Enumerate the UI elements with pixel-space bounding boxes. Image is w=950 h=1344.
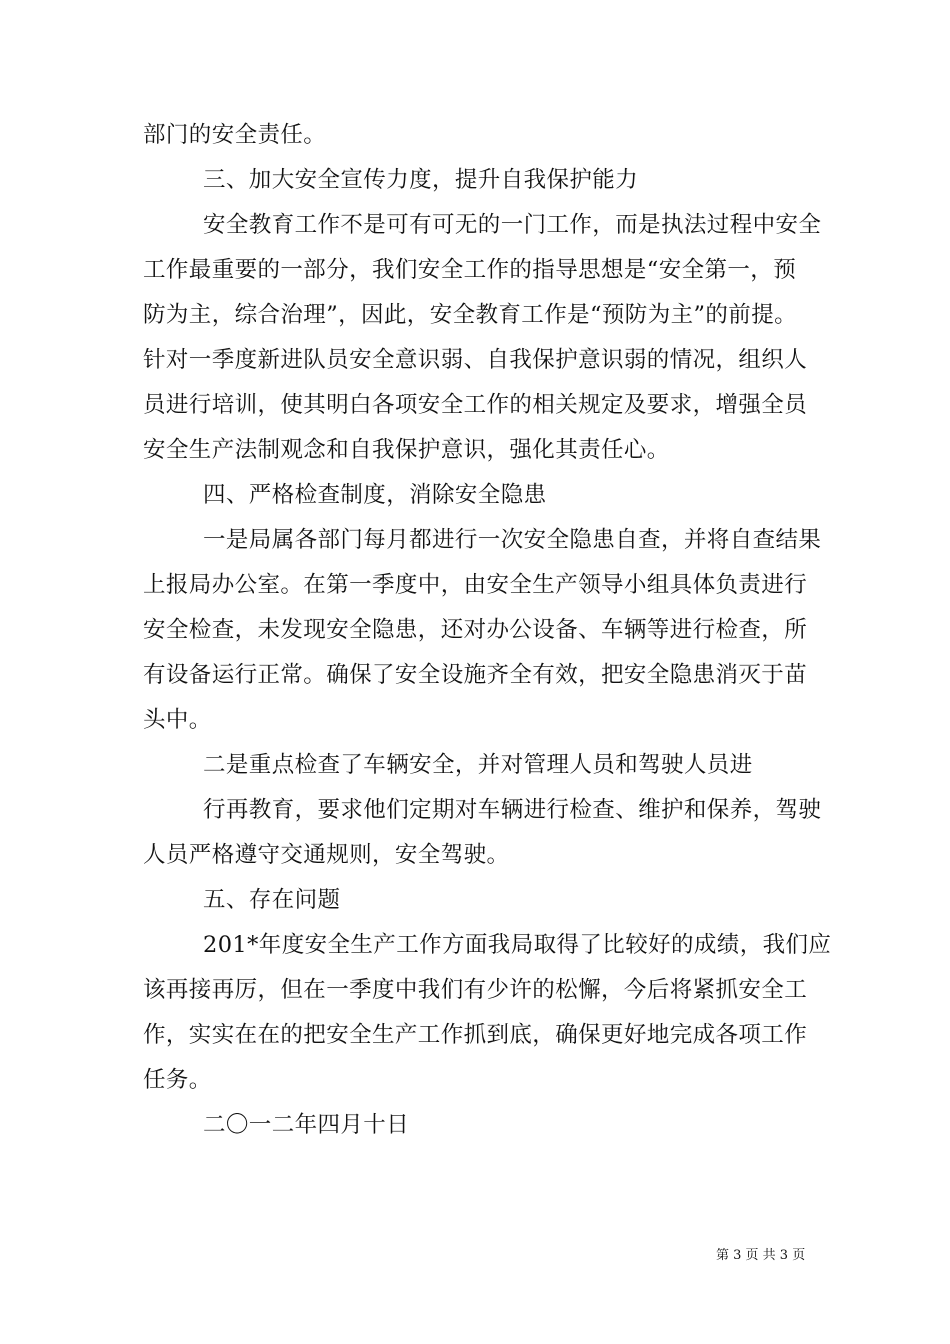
text-line: 头中。 xyxy=(143,707,212,733)
section-heading: 三、加大安全宣传力度，提升自我保护能力 xyxy=(203,167,639,193)
text-line: 上报局办公室。在第一季度中，由安全生产领导小组具体负责进行 xyxy=(143,572,808,598)
page-number-footer: 第 3 页 共 3 页 xyxy=(716,1248,806,1263)
text-line: 二是重点检查了车辆安全，并对管理人员和驾驶人员进 xyxy=(203,752,753,778)
text-line: 行再教育，要求他们定期对车辆进行检查、维护和保养，驾驶 xyxy=(203,797,822,823)
text-line: 一是局属各部门每月都进行一次安全隐患自查，并将自查结果 xyxy=(203,527,822,553)
text-line: 针对一季度新进队员安全意识弱、自我保护意识弱的情况，组织人 xyxy=(143,347,808,373)
text-line: 防为主，综合治理”，因此，安全教育工作是“预防为主”的前提。 xyxy=(143,302,798,328)
text-line: 员进行培训，使其明白各项安全工作的相关规定及要求，增强全员 xyxy=(143,392,808,418)
section-heading: 四、严格检查制度，消除安全隐患 xyxy=(203,482,547,508)
text-line: 安全生产法制观念和自我保护意识，强化其责任心。 xyxy=(143,437,670,463)
text-line: 作，实实在在的把安全生产工作抓到底，确保更好地完成各项工作 xyxy=(143,1022,808,1048)
text-line: 部门的安全责任。 xyxy=(143,122,327,148)
text-line: 201*年度安全生产工作方面我局取得了比较好的成绩，我们应 xyxy=(203,932,832,958)
text-line: 有设备运行正常。确保了安全设施齐全有效，把安全隐患消灭于苗 xyxy=(143,662,808,688)
text-line: 该再接再厉，但在一季度中我们有少许的松懈，今后将紧抓安全工 xyxy=(143,977,808,1003)
text-line: 安全教育工作不是可有可无的一门工作，而是执法过程中安全 xyxy=(203,212,822,238)
text-line: 人员严格遵守交通规则，安全驾驶。 xyxy=(143,842,510,868)
document-date: 二〇一二年四月十日 xyxy=(203,1112,410,1138)
text-line: 安全检查，未发现安全隐患，还对办公设备、车辆等进行检查，所 xyxy=(143,617,808,643)
text-line: 任务。 xyxy=(143,1067,212,1093)
section-heading: 五、存在问题 xyxy=(203,887,341,913)
document-body xyxy=(143,113,832,1148)
text-line: 工作最重要的一部分，我们安全工作的指导思想是“安全第一，预 xyxy=(143,257,797,283)
